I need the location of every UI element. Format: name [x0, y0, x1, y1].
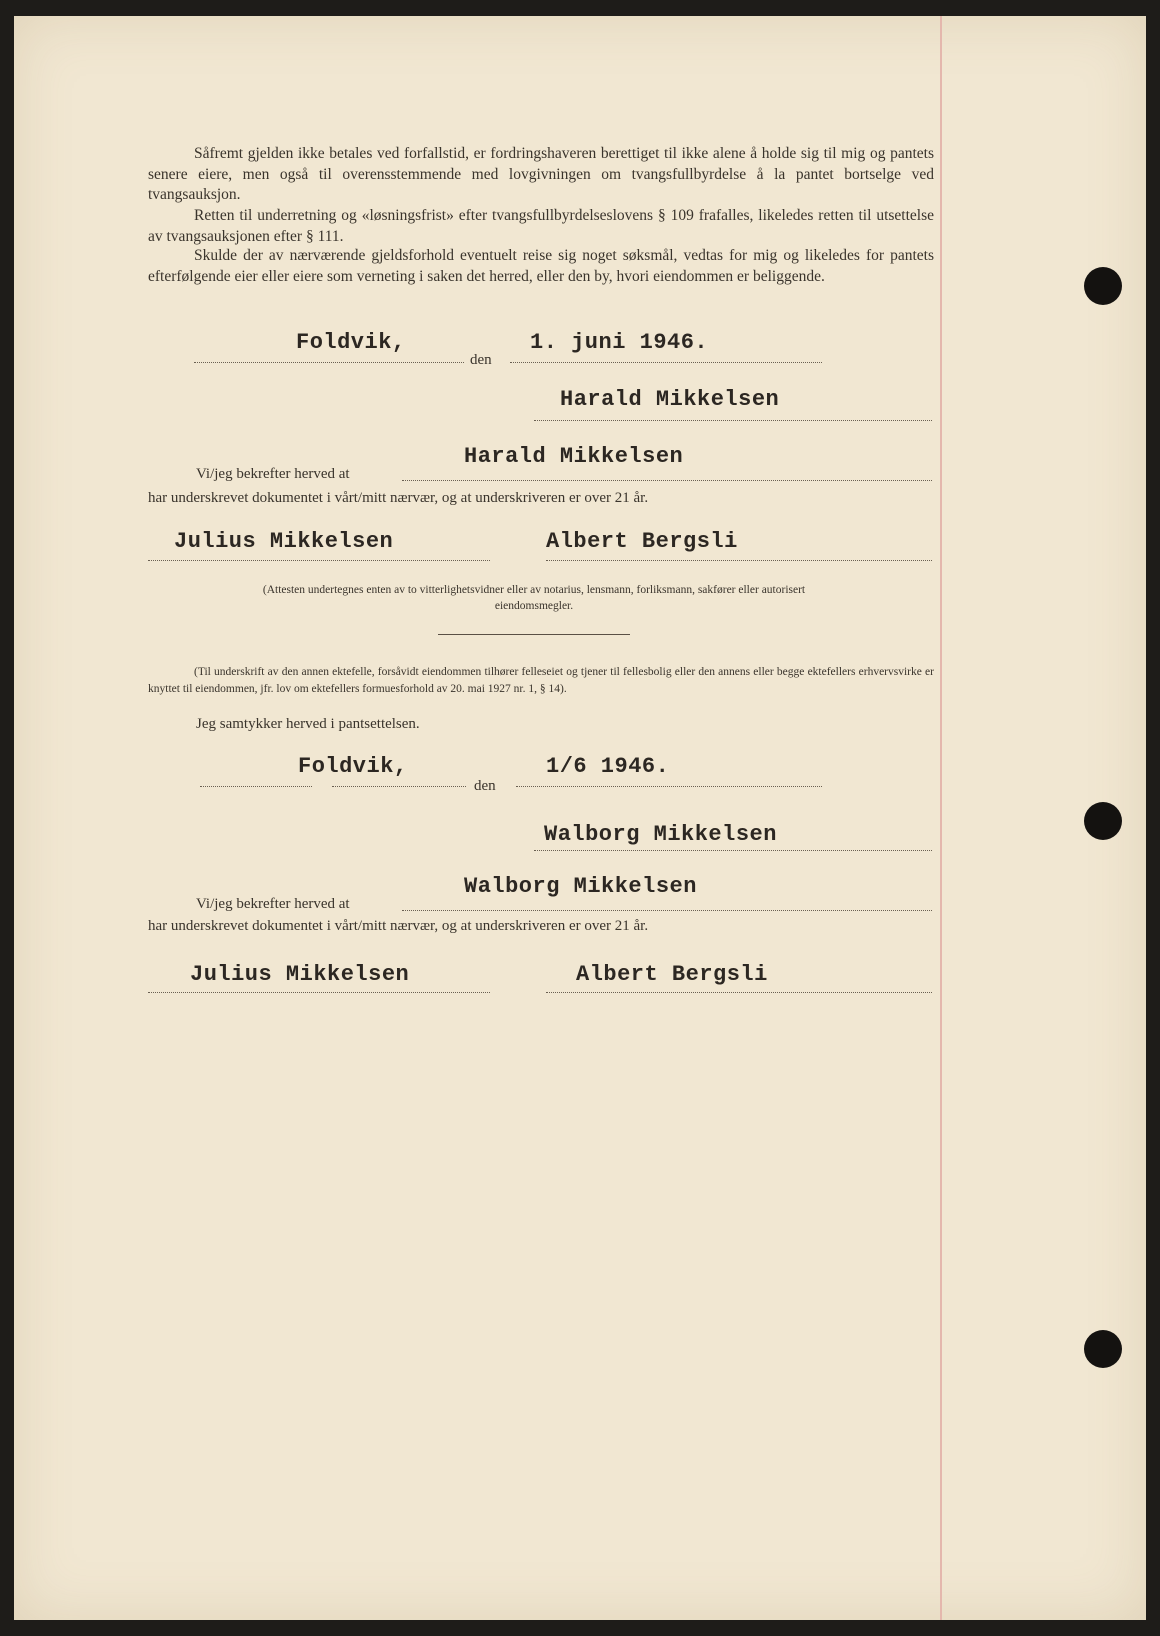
- attest-note: (Attesten undertegnes enten av to vitterlighetsvidner eller av notarius, lensmann, forliksmann, sakfører eller autorisert eiendomsmegler.: [262, 584, 806, 612]
- dotted-line: [332, 786, 466, 787]
- divider: [438, 634, 630, 635]
- spouse-note: (Til underskrift av den annen ektefelle, forsåvidt eiendommen tilhører felleseiet og tjener til fellesbolig eller den annens eller begge ektefellers erhvervsvirke er knyttet til eiendommen, jfr. lov om ektefellers formuesforhold av 20. mai 1927 nr. 1, § 14).: [148, 666, 934, 695]
- dotted-line: [546, 560, 932, 561]
- witness-statement: har underskrevet dokumentet i vårt/mitt nærvær, og at underskriveren er over 21 år.: [148, 490, 649, 506]
- confirm-label: Vi/jeg bekrefter herved at: [196, 466, 350, 482]
- dotted-line: [534, 850, 932, 851]
- dotted-line: [402, 910, 932, 911]
- witness-statement: har underskrevet dokumentet i vårt/mitt nærvær, og at underskriveren er over 21 år.: [148, 918, 649, 934]
- consent-text: Jeg samtykker herved i pantsettelsen.: [196, 716, 420, 732]
- dotted-line: [200, 786, 312, 787]
- terms-paragraph-1: Såfremt gjelden ikke betales ved forfallstid, er fordringshaveren berettiget til ikke alene å holde sig til mig og pantets senere eiere, men også til overensstemmende med lovgivningen om tvangsfullbyrdelse å la pantet bortselge ved tvangsauksjon.: [148, 145, 934, 203]
- punch-hole-icon: [1084, 267, 1122, 305]
- witness-a-signature: Julius Mikkelsen: [190, 962, 410, 987]
- witness-b-signature: Albert Bergsli: [576, 962, 768, 987]
- den-label: den: [470, 352, 492, 368]
- signer-name: Harald Mikkelsen: [464, 444, 684, 469]
- terms-paragraph-2: Retten til underretning og «løsningsfrist» efter tvangsfullbyrdelseslovens § 109 frafalles, likeledes retten til utsettelse av tvangsauksjonen efter § 111.: [148, 207, 934, 245]
- witness-b-signature: Albert Bergsli: [546, 529, 738, 554]
- signature: Harald Mikkelsen: [560, 387, 780, 412]
- signing-place: Foldvik,: [296, 330, 406, 355]
- dotted-line: [402, 480, 932, 481]
- den-label: den: [474, 778, 496, 794]
- dotted-line: [148, 992, 490, 993]
- dotted-line: [148, 560, 490, 561]
- dotted-line: [516, 786, 822, 787]
- signer-name: Walborg Mikkelsen: [464, 874, 697, 899]
- signing-date: 1. juni 1946.: [530, 330, 709, 355]
- document-page: [14, 16, 1146, 1620]
- dotted-line: [534, 420, 932, 421]
- punch-hole-icon: [1084, 802, 1122, 840]
- signature: Walborg Mikkelsen: [544, 822, 777, 847]
- witness-a-signature: Julius Mikkelsen: [174, 529, 394, 554]
- confirm-label: Vi/jeg bekrefter herved at: [196, 896, 350, 912]
- terms-paragraph-3: Skulde der av nærværende gjeldsforhold eventuelt reise sig noget søksmål, vedtas for mig og likeledes for pantets efterfølgende eier eller eiere som verneting i saken det herred, eller den by, hvori eiendommen er beliggende.: [148, 247, 934, 285]
- punch-hole-icon: [1084, 1330, 1122, 1368]
- dotted-line: [510, 362, 822, 363]
- margin-line: [940, 16, 942, 1620]
- dotted-line: [194, 362, 464, 363]
- signing-date: 1/6 1946.: [546, 754, 670, 779]
- dotted-line: [546, 992, 932, 993]
- signing-place: Foldvik,: [298, 754, 408, 779]
